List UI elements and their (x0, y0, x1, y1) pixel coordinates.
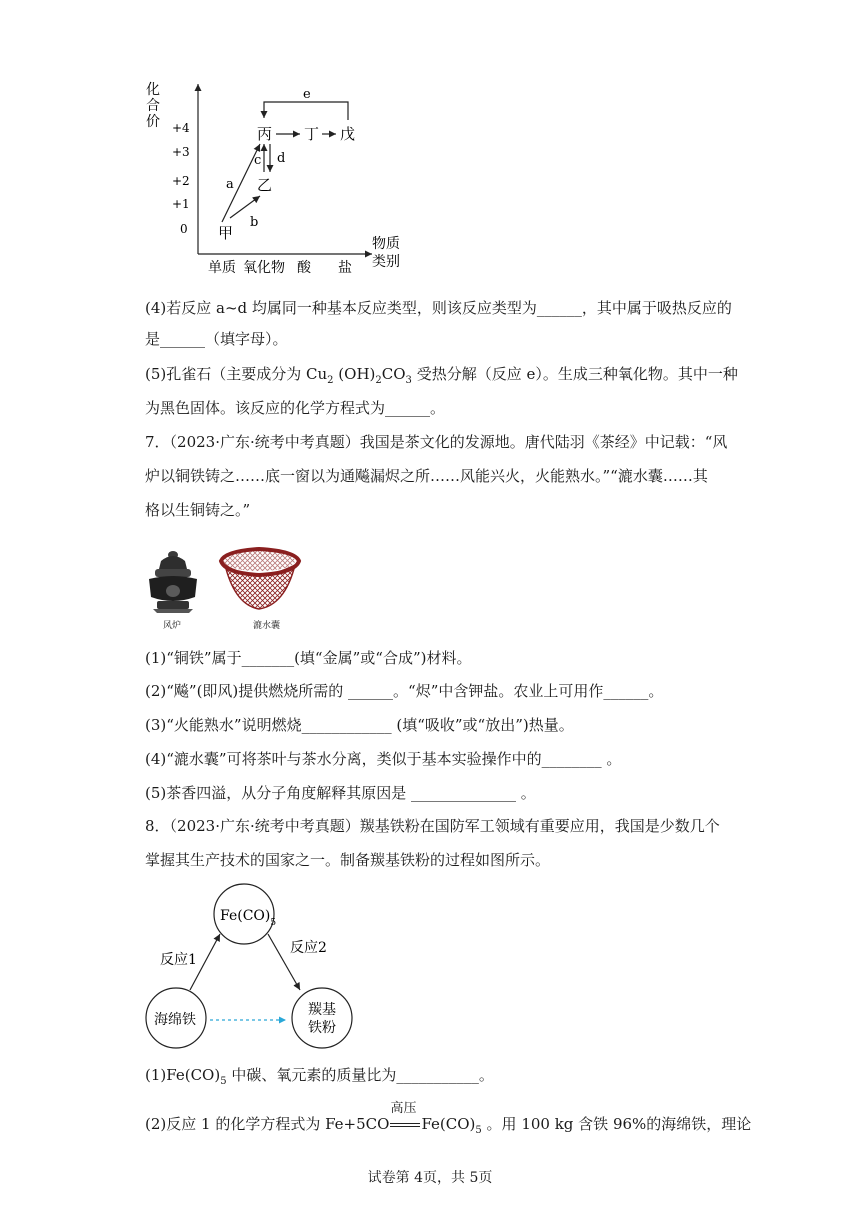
arrow-b-label: b (250, 215, 259, 230)
x-axis-label-1: 物质 (372, 236, 400, 252)
reaction-condition: 高压 (390, 1101, 417, 1116)
valence-class-diagram (140, 78, 420, 278)
node-wu: 戊 (340, 125, 356, 143)
arrow-e (264, 102, 348, 120)
q7-sub2: (2)“飚”(即风)提供燃烧所需的 ______。“烬”中含钾盐。农业上可用作______。 (145, 682, 664, 700)
node-fe-co5-label: $Fe(CO)_5$ (220, 908, 277, 928)
node-ding: 丁 (304, 125, 320, 143)
q6-part5-line1: (5)孔雀石（主要成分为 $Cu_2$ $(OH)_2CO_3$ 受热分解（反应 e）。生成三种氧化物。其中一种 (145, 365, 738, 386)
x-tick-element: 单质 (208, 260, 236, 276)
label-reaction1: 反应1 (160, 952, 197, 968)
arrow-a-label: a (226, 177, 234, 192)
node-yi: 乙 (257, 176, 273, 194)
y-tick-zero: 0 (180, 222, 188, 236)
strainer-bag-image (215, 543, 305, 613)
q7-sub3: (3)“火能熟水”说明燃烧____________ (填“吸收”或“放出”)热量。 (145, 716, 574, 734)
y-axis-label-3: 价 (146, 114, 160, 130)
arrow-d-label: d (277, 151, 286, 166)
x-tick-salt: 盐 (338, 260, 352, 276)
q6-part5-line2: 为黑色固体。该反应的化学方程式为______。 (145, 399, 446, 417)
reaction-condition-equals (390, 1101, 420, 1132)
carbonyl-iron-process-diagram (140, 882, 380, 1058)
node-carbonyl-iron (292, 988, 352, 1048)
q8-sub2: (2)反应 1 的化学方程式为 Fe+5CO 高压 $Fe(CO)_5$ 。用 100 kg 含铁 96%的海绵铁，理论 (145, 1113, 751, 1142)
q6-part4-line2: 是______（填字母）。 (145, 330, 288, 348)
q8-sub1: $(1)Fe(CO)_5$ 中碳、氧元素的质量比为___________。 (145, 1066, 494, 1087)
q8-intro-line2: 掌握其生产技术的国家之一。制备羰基铁粉的过程如图所示。 (145, 851, 551, 869)
y-tick-plus3: +3 (172, 145, 190, 159)
q8-intro-line1: 8．（2023·广东·统考中考真题）羰基铁粉在国防军工领域有重要应用，我国是少数几个 (145, 817, 720, 835)
q7-sub4: (4)“漉水囊”可将茶叶与茶水分离，类似于基本实验操作中的________ 。 (145, 750, 622, 768)
q7-intro-line1: 7．（2023·广东·统考中考真题）我国是茶文化的发源地。唐代陆羽《茶经》中记载：“风 (145, 433, 728, 451)
y-tick-plus1: +1 (172, 197, 190, 211)
y-axis-label-1: 化 (146, 82, 160, 98)
node-carbonyl-iron-label-1: 羰基 (308, 1002, 336, 1018)
q6-part4-line1: (4)若反应 a~d 均属同一种基本反应类型，则该反应类型为______，其中属于吸热反应的 (145, 299, 732, 317)
arrow-e-label: e (303, 87, 311, 102)
page-footer: 试卷第 4页，共 5页 (367, 1170, 493, 1186)
arrow-c-label: c (254, 153, 262, 168)
node-sponge-iron-label: 海绵铁 (154, 1012, 196, 1028)
q7-intro-line3: 格以生铜铸之。” (145, 501, 251, 519)
y-tick-plus4: +4 (172, 121, 190, 135)
node-carbonyl-iron-label-2: 铁粉 (308, 1020, 336, 1036)
label-reaction2: 反应2 (290, 940, 327, 956)
wind-stove-image (143, 545, 203, 615)
y-axis-label-2: 合 (146, 98, 160, 114)
x-tick-acid: 酸 (297, 260, 311, 276)
q7-sub1: (1)“铜铁”属于_______(填“金属”或“合成”)材料。 (145, 649, 472, 667)
q7-sub5: (5)茶香四溢，从分子角度解释其原因是 ______________ 。 (145, 784, 536, 802)
wind-stove-caption: 风炉 (163, 621, 182, 631)
y-tick-plus2: +2 (172, 174, 190, 188)
strainer-bag-caption: 漉水囊 (253, 621, 281, 631)
x-tick-oxide: 氧化物 (243, 260, 285, 276)
q7-intro-line2: 炉以铜铁铸之……底一窗以为通飚漏烬之所……风能兴火，火能熟水。”“漉水囊……其 (145, 467, 708, 485)
x-axis-label-2: 类别 (372, 254, 400, 270)
node-bing: 丙 (257, 125, 273, 143)
node-jia: 甲 (218, 224, 234, 242)
